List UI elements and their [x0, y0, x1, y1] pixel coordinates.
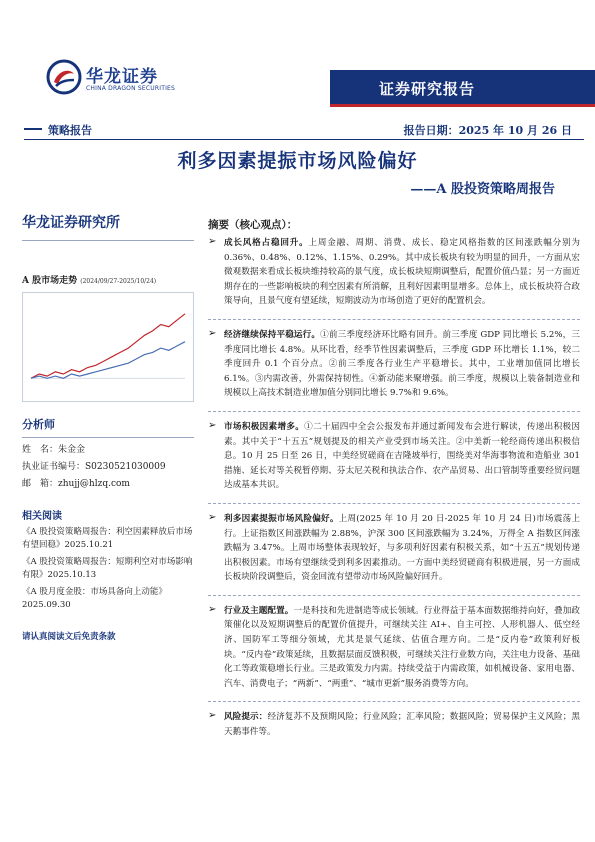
market-trend-chart	[22, 292, 194, 402]
page-header	[0, 0, 595, 118]
company-logo	[46, 58, 176, 98]
arrow-bullet-icon: ➢	[208, 511, 217, 523]
related-reading-heading: 相关阅读	[22, 511, 62, 522]
analyst-name: 姓 名：朱金金	[22, 445, 86, 455]
report-subtitle: ——A 股投资策略周报告	[410, 182, 555, 197]
market-chart-range: (2024/09/27-2025/10/24)	[80, 278, 157, 285]
report-type-band	[330, 70, 595, 106]
report-type-label: 证券研究报告	[378, 80, 475, 98]
point-body: 上周(2025 年 10 月 20 日-2025 年 10 月 24 日)市场震荡上行。上证指数区间涨跌幅为 2.88%，沪深 300 区间涨跌幅为 3.24%，万得全 A 指数区间涨跌幅为 3.47%。上周市场整体表现较好，与多项利好因素有积极关系，如“十五五”规划传递出积极因素。市场有望继续受到利多因素推动。一方面中美经贸磋商有积极进展，另一方面成长板块阶段调整后，资金回流有望带动市场风险偏好回升。	[224, 513, 580, 583]
section-divider	[208, 595, 580, 596]
point-heading: 市场积极因素增多。	[224, 421, 305, 432]
arrow-bullet-icon: ➢	[208, 710, 217, 722]
point-heading: 经济继续保持平稳运行。	[224, 329, 321, 340]
report-title: 利多因素提振市场风险偏好	[177, 150, 418, 172]
arrow-bullet-icon: ➢	[208, 327, 217, 339]
disclaimer-note: 请认真阅读文后免责条款	[22, 632, 116, 642]
related-reading-item[interactable]: 《A 股投资策略周报告：短期利空对市场影响有限》2025.10.13	[22, 557, 193, 580]
point-body: 经济复苏不及预期风险；行业风险；汇率风险；数据风险；贸易保护主义风险；黑天鹅事件等。	[224, 712, 580, 738]
report-category: 策略报告	[48, 124, 92, 137]
related-reading-item[interactable]: 《A 股投资策略周报告：利空因素释放后市场有望回稳》2025.10.21	[22, 527, 193, 550]
summary-title: 摘要（核心观点）：	[208, 219, 298, 231]
market-chart-title: A 股市场走势	[22, 276, 78, 286]
point-body: 上周金融、周期、消费、成长、稳定风格指数的区间涨跌幅分别为 0.36%、0.48%、0.12%、1.15%、0.29%。其中成长板块有较为明显的回升，一方面从宏微观数据来看成长板块维持较高的景气度，成长板块短期调整后，配置价值凸显；另一方面近期存在的一些影响板块的利空因素有所消解，且利好因素明显增多。总体上，成长板块符合政策导向，且景气度有望延续，短期波动为市场创造了更好的配置机会。	[224, 238, 580, 307]
arrow-bullet-icon: ➢	[208, 603, 217, 615]
section-divider	[208, 503, 580, 504]
header-red-accent	[330, 104, 595, 107]
summary-point	[208, 420, 580, 493]
point-heading: 成长风格占稳回升。	[224, 238, 309, 248]
summary-point	[208, 604, 580, 692]
summary-point	[208, 512, 580, 585]
section-divider	[208, 701, 580, 702]
point-body: ①前三季度经济环比略有回升。前三季度 GDP 同比增长 5.2%，三季度同比增长 4.8%。从环比看，经季节性因素调整后，三季度 GDP 环比增长 1.1%，较二季度回升 0.1 个百分点。②前三季度各行业生产平稳增长。其中，工业增加值同比增长 6.1%。③内需改善，外需保持韧性。④新动能来聚增强。前三季度，规模以上装备制造业和规模以上高技术制造业增加值分别同比增长 9.7%和 9.6%。	[224, 329, 580, 399]
sidebar	[22, 212, 194, 642]
market-chart-heading	[22, 273, 194, 286]
point-heading: 利多因素提振市场风险偏好。	[224, 513, 339, 524]
summary-point	[208, 236, 580, 309]
related-reading-item[interactable]: 《A 股月度金股：市场具备向上动能》2025.09.30	[22, 587, 167, 610]
point-body: ①二十届四中全会公报发布并通过新闻发布会进行解读，传递出积极因素。其中关于“十五五”规划提及的相关产业受到市场关注。②中美新一轮经商传递出积极信息。10 月 25 日至 26 日，中美经贸磋商在吉隆坡举行，围绕美对华海事物流和造船业 301 措施、延长对等关税暂停期、芬太尼关税和执法合作、农产品贸易、出口管制等重要经贸问题达成基本共识。	[224, 421, 580, 491]
market-trend-svg	[23, 293, 193, 401]
dragon-logo-icon	[46, 58, 82, 96]
analyst-license: 执业证书编号：S0230521030009	[22, 462, 166, 472]
summary-point	[208, 710, 580, 739]
arrow-bullet-icon: ➢	[208, 236, 217, 247]
institute-name: 华龙证券研究所	[22, 212, 194, 241]
logo-english-name: CHINA DRAGON SECURITIES	[86, 85, 176, 92]
analyst-email[interactable]: 邮 箱：zhujj@hlzq.com	[22, 479, 130, 489]
arrow-bullet-icon: ➢	[208, 419, 217, 431]
category-bar	[24, 120, 584, 140]
report-date: 报告日期：2025 年 10 月 26 日	[403, 124, 572, 137]
summary-section	[208, 217, 580, 750]
category-dash	[24, 128, 42, 130]
summary-point	[208, 328, 580, 401]
section-divider	[208, 319, 580, 320]
section-divider	[208, 411, 580, 412]
point-body: 一是科技和先进制造等成长领域。行业得益于基本面数据维持向好，叠加政策催化以及短期调整后的配置价值提升，可继续关注 AI+、自主可控、人形机器人、低空经济、国防军工等细分领域，尤其是景气延续、估值合理方向。二是“反内卷”政策利好板块。“反内卷”政策延续，且数据层面反馈积极，可继续关注行业数方向，关注电力设备、基础化工等政策稳增长行业。三是政策发力内需。持续受益于内需政策，如机械设备、家用电器、汽车、消费电子；“两新”、“两重”、“城市更新”服务消费等方向。	[224, 605, 580, 689]
point-heading: 行业及主题配置。	[224, 605, 294, 616]
point-heading: 风险提示：	[224, 712, 268, 723]
analyst-heading: 分析师	[22, 416, 194, 438]
logo-chinese-name: 华龙证券	[86, 67, 158, 87]
